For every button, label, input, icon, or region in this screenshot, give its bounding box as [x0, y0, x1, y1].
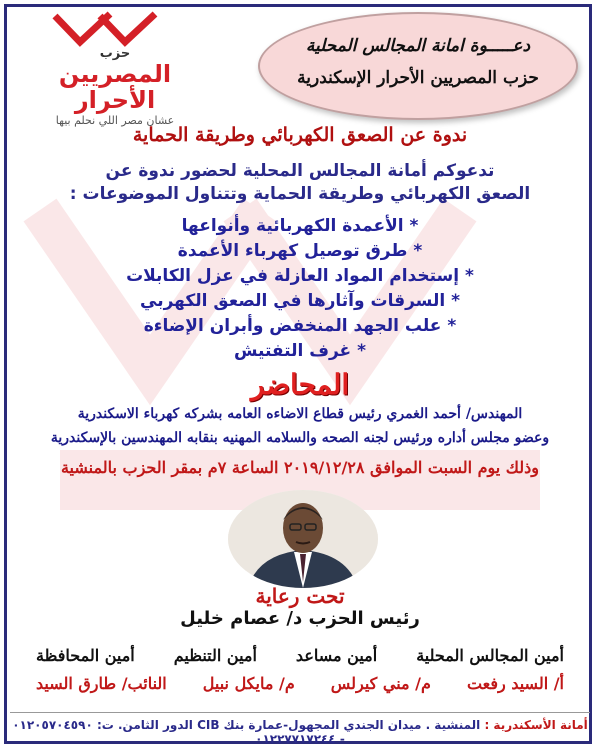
official-role: أمين المجالس المحلية: [416, 646, 564, 665]
footer-text: المنشية . ميدان الجندي المجهول-عمارة بنك CIB الدور الثامن. ت: ٠١٢٠٥٧٠٤٥٩٠ - ٠١٢٢٧٧١٧٢٤٤: [12, 718, 481, 746]
invitation-line-1: تدعوكم أمانة المجالس المحلية لحضور ندوة عن: [105, 161, 495, 181]
footer-address: [10, 712, 590, 746]
event-date: وذلك يوم السبت الموافق ٢٠١٩/١٢/٢٨ الساعة ٧م بمقر الحزب بالمنشية: [60, 458, 540, 477]
header-oval: [258, 12, 578, 120]
official-role: أمين مساعد: [295, 646, 378, 665]
official-role: أمين التنظيم: [173, 646, 257, 665]
list-item: * السرقات وآثارها في الصعق الكهربي: [140, 291, 460, 311]
lecturer-line-2: وعضو مجلس أداره ورئيس لجنه الصحه والسلامه المهنيه بنقابه المهندسين بالإسكندرية: [50, 430, 550, 446]
list-item: * طرق توصيل كهرباء الأعمدة: [177, 241, 423, 261]
official-name: النائب/ طارق السيد: [36, 674, 167, 693]
invitation-line-2: الصعق الكهربائي وطريقة الحماية وتتناول الموضوعات :: [69, 183, 531, 204]
topics-list: [60, 216, 540, 366]
officials-roles: [36, 646, 564, 665]
lecturer-heading: المحاضر: [250, 368, 350, 401]
checkmark-logo-icon: [45, 8, 185, 48]
list-item: * الأعمدة الكهربائية وأنواعها: [181, 216, 419, 236]
lecturer-photo: [228, 490, 378, 588]
list-item: * علب الجهد المنخفض وأبران الإضاءة: [143, 316, 457, 336]
list-item: * إستخدام المواد العازلة في عزل الكابلات: [126, 266, 474, 286]
logo-party-name: المصريين الأحرار: [58, 60, 172, 115]
logo-slogan: عشان مصر اللي نحلم بيها: [55, 113, 175, 127]
official-name: م/ مايكل نبيل: [202, 674, 295, 693]
officials-names: [36, 674, 564, 693]
footer-label: أمانة الأسكندرية :: [484, 718, 588, 732]
header-line-1: دعـــــوة امانة المجالس المحلية: [305, 36, 531, 56]
patron-name: رئيس الحزب د/ عصام خليل: [180, 608, 420, 629]
logo-party-word: حزب: [99, 46, 131, 61]
official-name: أ/ السيد رفعت: [466, 674, 564, 693]
patron-heading: تحت رعاية: [255, 584, 345, 608]
party-logo: [20, 8, 210, 128]
official-role: أمين المحافظة: [36, 646, 135, 665]
lecturer-line-1: المهندس/ أحمد الغمري رئيس قطاع الاضاءه العامه بشركه كهرباء الاسكندرية: [77, 406, 523, 422]
official-name: م/ مني كيرلس: [330, 674, 431, 693]
seminar-title: ندوة عن الصعق الكهربائي وطريقة الحماية: [132, 124, 468, 146]
invitation-text: [30, 160, 570, 206]
list-item: * غرف التفتيش: [234, 341, 366, 361]
header-line-2: حزب المصريين الأحرار الإسكندرية: [297, 68, 539, 88]
